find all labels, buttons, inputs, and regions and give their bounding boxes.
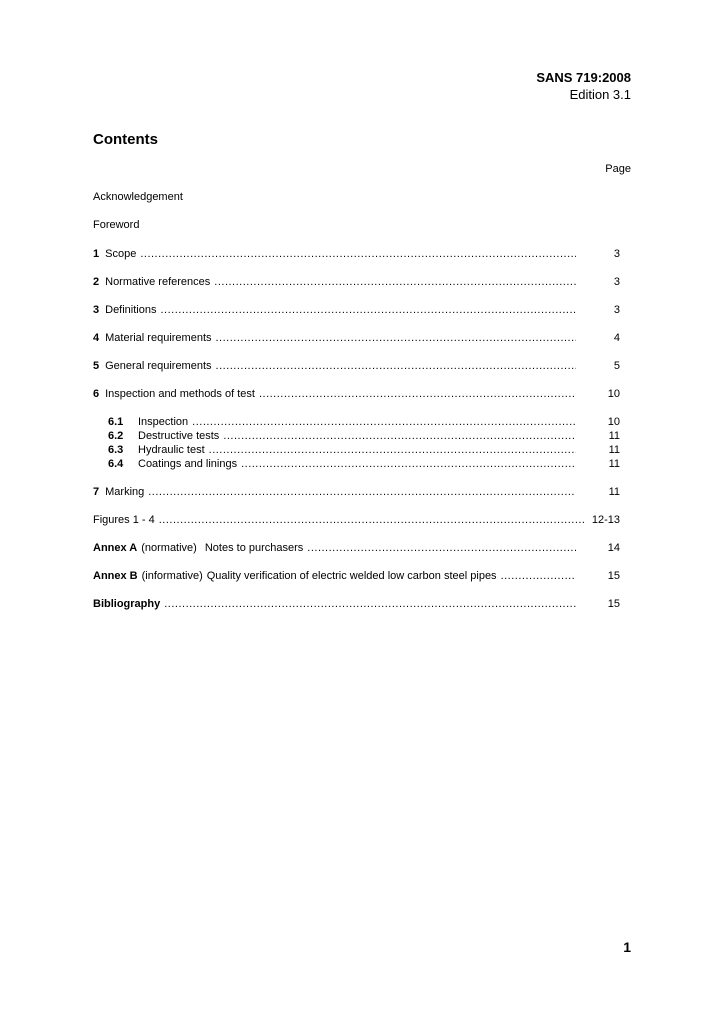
toc-entry-inspection-methods[interactable]	[93, 387, 576, 401]
leader-dots	[148, 485, 576, 499]
toc-entry-number: 2	[93, 276, 100, 288]
annex-type: (normative)	[141, 542, 197, 554]
toc-entry-definitions[interactable]	[93, 303, 576, 317]
leader-dots	[307, 541, 576, 555]
toc-entry-label: Notes to purchasers	[204, 542, 304, 554]
toc-entry-label: Coatings and linings	[138, 458, 238, 470]
leader-dots	[501, 569, 576, 583]
leader-dots	[164, 597, 576, 611]
toc-entry-number: 6.1	[108, 416, 124, 428]
toc-entry-label: Normative references	[105, 276, 211, 288]
toc-entry-label: Scope	[105, 248, 137, 260]
toc-entry-annex-a[interactable]	[93, 541, 576, 555]
toc-entry-page: 3	[613, 304, 620, 316]
toc-entry-number: 1	[93, 248, 100, 260]
header-edition: Edition 3.1	[569, 87, 631, 102]
leader-dots	[223, 429, 576, 443]
toc-subentry-destructive-tests[interactable]	[108, 429, 576, 443]
header-standard: SANS 719:2008	[536, 70, 631, 85]
toc-entry-number: 6	[93, 388, 100, 400]
toc-subentry-coatings-linings[interactable]	[108, 457, 576, 471]
leader-dots	[214, 275, 576, 289]
toc-entry-annex-b[interactable]	[93, 569, 576, 583]
leader-dots	[209, 443, 576, 457]
page-title: Contents	[93, 131, 158, 148]
toc-entry-page: 12-13	[591, 514, 620, 526]
toc-entry-label: Quality verification of electric welded low carbon steel pipes	[206, 570, 497, 582]
toc-entry-number: 7	[93, 486, 100, 498]
leader-dots	[160, 303, 576, 317]
page-number: 1	[623, 939, 631, 955]
toc-entry-label: Bibliography	[93, 598, 161, 610]
toc-entry-number: 6.3	[108, 444, 124, 456]
toc-entry-number: 3	[93, 304, 100, 316]
leader-dots	[216, 331, 577, 345]
toc-subentry-inspection[interactable]	[108, 415, 576, 429]
leader-dots	[140, 247, 576, 261]
toc-entry-figures[interactable]	[93, 513, 586, 527]
leader-dots	[192, 415, 576, 429]
annex-prefix: Annex A	[93, 542, 138, 554]
toc-entry-scope[interactable]	[93, 247, 576, 261]
toc-entry-page: 11	[608, 430, 620, 442]
toc-entry-page: 14	[607, 542, 620, 554]
leader-dots	[241, 457, 576, 471]
toc-entry-label: Definitions	[105, 304, 157, 316]
toc-acknowledgement[interactable]: Acknowledgement	[93, 191, 183, 203]
toc-entry-number: 5	[93, 360, 100, 372]
annex-prefix: Annex B	[93, 570, 138, 582]
toc-entry-label: Inspection and methods of test	[105, 388, 255, 400]
toc-entry-number: 4	[93, 332, 100, 344]
toc-entry-number: 6.2	[108, 430, 124, 442]
page-column-label: Page	[605, 163, 631, 175]
toc-entry-label: Hydraulic test	[138, 444, 205, 456]
toc-entry-marking[interactable]	[93, 485, 576, 499]
toc-entry-label: General requirements	[105, 360, 212, 372]
toc-subentry-hydraulic-test[interactable]	[108, 443, 576, 457]
toc-entry-label: Inspection	[138, 416, 189, 428]
toc-entry-page: 15	[607, 598, 620, 610]
leader-dots	[259, 387, 576, 401]
toc-entry-page: 10	[607, 416, 620, 428]
leader-dots	[159, 513, 586, 527]
toc-entry-material-requirements[interactable]	[93, 331, 576, 345]
leader-dots	[216, 359, 576, 373]
toc-entry-label: Figures 1 - 4	[93, 514, 155, 526]
toc-entry-label: Marking	[105, 486, 145, 498]
toc-foreword[interactable]: Foreword	[93, 219, 140, 231]
toc-entry-label: Material requirements	[105, 332, 212, 344]
toc-entry-number: 6.4	[108, 458, 124, 470]
toc-entry-normative-references[interactable]	[93, 275, 576, 289]
toc-entry-page: 11	[608, 444, 620, 456]
toc-entry-page: 10	[607, 388, 620, 400]
toc-entry-page: 11	[608, 486, 620, 498]
toc-entry-page: 11	[608, 458, 620, 470]
toc-entry-label: Destructive tests	[138, 430, 220, 442]
toc-entry-page: 5	[613, 360, 620, 372]
toc-entry-page: 3	[613, 248, 620, 260]
toc-entry-general-requirements[interactable]	[93, 359, 576, 373]
toc-entry-page: 3	[613, 276, 620, 288]
annex-type: (informative)	[141, 570, 203, 582]
toc-entry-page: 15	[607, 570, 620, 582]
toc-entry-page: 4	[613, 332, 620, 344]
toc-entry-bibliography[interactable]	[93, 597, 576, 611]
